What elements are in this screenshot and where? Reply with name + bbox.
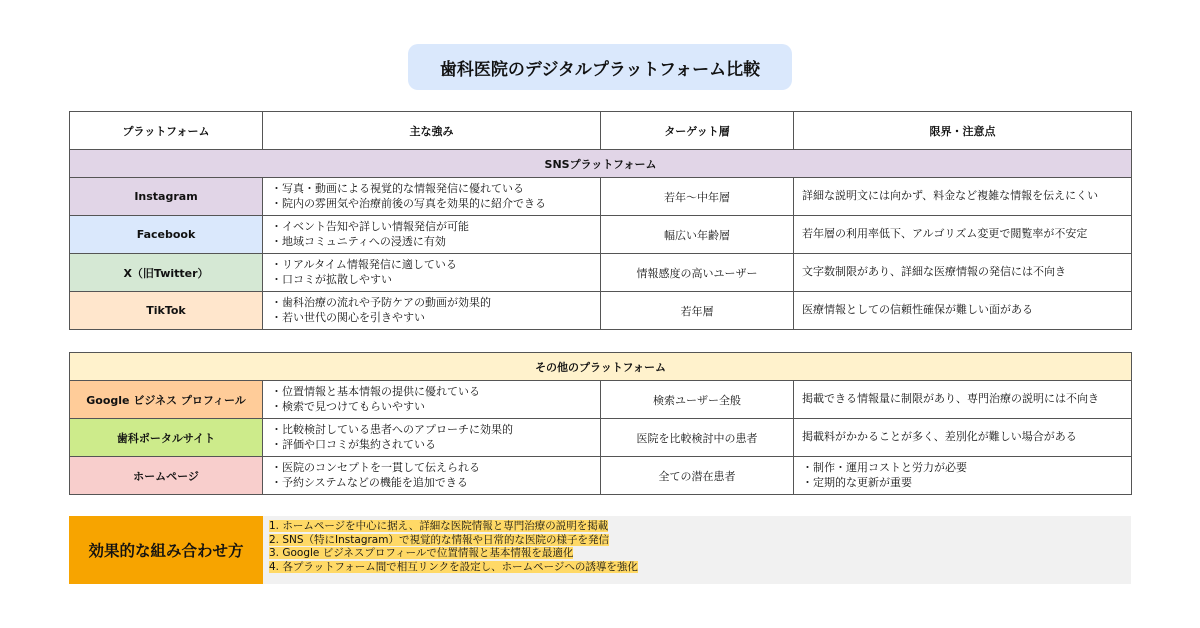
page-title: 歯科医院のデジタルプラットフォーム比較 [408,44,792,90]
strengths-cell [263,381,601,419]
header-platform: プラットフォーム [70,112,263,150]
strength-item: ・リアルタイム情報発信に適している [271,258,457,272]
combo-label: 効果的な組み合わせ方 [69,516,263,584]
table-row [70,216,1132,254]
platform-name: Facebook [70,216,263,254]
strengths-cell [263,292,601,330]
strength-item: ・予約システムなどの機能を追加できる [271,475,468,489]
strength-item: ・医院のコンセプトを一貫して伝えられる [271,461,480,475]
limit-item: 文字数制限があり、詳細な医療情報の発信には不向き [802,265,1066,279]
limits-cell [794,381,1132,419]
platform-name: Google ビジネス プロフィール [70,381,263,419]
table-row [70,292,1132,330]
target-cell: 若年層 [601,292,794,330]
strengths-cell [263,419,601,457]
platform-name: TikTok [70,292,263,330]
target-cell: 検索ユーザー全般 [601,381,794,419]
header-strengths: 主な強み [263,112,601,150]
target-cell: 医院を比較検討中の患者 [601,419,794,457]
header-target: ターゲット層 [601,112,794,150]
table-row [70,419,1132,457]
strengths-cell [263,178,601,216]
limits-cell [794,254,1132,292]
limits-cell [794,457,1132,495]
platform-name: X（旧Twitter） [70,254,263,292]
limit-item: 掲載料がかかることが多く、差別化が難しい場合がある [802,430,1077,444]
strength-item: ・比較検討している患者へのアプローチに効果的 [271,423,513,437]
strength-item: ・イベント告知や詳しい情報発信が可能 [271,220,469,234]
limit-item: 詳細な説明文には向かず、料金など複雑な情報を伝えにくい [802,189,1099,203]
strengths-cell [263,216,601,254]
strength-item: ・写真・動画による視覚的な情報発信に優れている [271,182,524,196]
target-cell: 全ての潜在患者 [601,457,794,495]
limits-cell [794,419,1132,457]
section-title: その他のプラットフォーム [70,353,1132,381]
platform-name: Instagram [70,178,263,216]
limit-item: ・定期的な更新が重要 [802,475,912,489]
limits-cell [794,178,1132,216]
limit-item: 若年層の利用率低下、アルゴリズム変更で閲覧率が不安定 [802,227,1088,241]
strength-item: ・評価や口コミが集約されている [271,437,436,451]
platform-name: ホームページ [70,457,263,495]
limits-cell [794,216,1132,254]
limit-item: 医療情報としての信頼性確保が難しい面がある [802,303,1033,317]
target-cell: 幅広い年齢層 [601,216,794,254]
target-cell: 若年〜中年層 [601,178,794,216]
strength-item: ・口コミが拡散しやすい [271,272,392,286]
section-row [70,150,1132,178]
section-row [70,353,1132,381]
strengths-cell [263,254,601,292]
strength-item: ・院内の雰囲気や治療前後の写真を効果的に紹介できる [271,196,546,210]
other-comparison-table [69,352,1132,495]
section-title: SNSプラットフォーム [70,150,1132,178]
strength-item: ・若い世代の関心を引きやすい [271,310,425,324]
platform-name: 歯科ポータルサイト [70,419,263,457]
strength-item: ・位置情報と基本情報の提供に優れている [271,385,480,399]
strength-item: ・検索で見つけてもらいやすい [271,399,425,413]
header-row [70,112,1132,150]
combo-line: 4. 各プラットフォーム間で相互リンクを設定し、ホームページへの誘導を強化 [269,560,638,573]
table-row [70,178,1132,216]
target-cell: 情報感度の高いユーザー [601,254,794,292]
table-row [70,457,1132,495]
strengths-cell [263,457,601,495]
header-limits: 限界・注意点 [794,112,1132,150]
limits-cell [794,292,1132,330]
combo-line: 1. ホームページを中心に据え、詳細な医院情報と専門治療の説明を掲載 [269,520,609,532]
combo-line: 2. SNS（特にInstagram）で視覚的な情報や日常的な医院の様子を発信 [269,533,609,546]
limit-item: ・制作・運用コストと労力が必要 [802,461,967,475]
strength-item: ・歯科治療の流れや予防ケアの動画が効果的 [271,296,491,310]
strength-item: ・地域コミュニティへの浸透に有効 [271,234,446,248]
combo-box [263,516,1131,584]
table-row [70,381,1132,419]
sns-comparison-table [69,111,1132,330]
table-row [70,254,1132,292]
limit-item: 掲載できる情報量に制限があり、専門治療の説明には不向き [802,392,1099,406]
combo-line: 3. Google ビジネスプロフィールで位置情報と基本情報を最適化 [269,547,574,559]
